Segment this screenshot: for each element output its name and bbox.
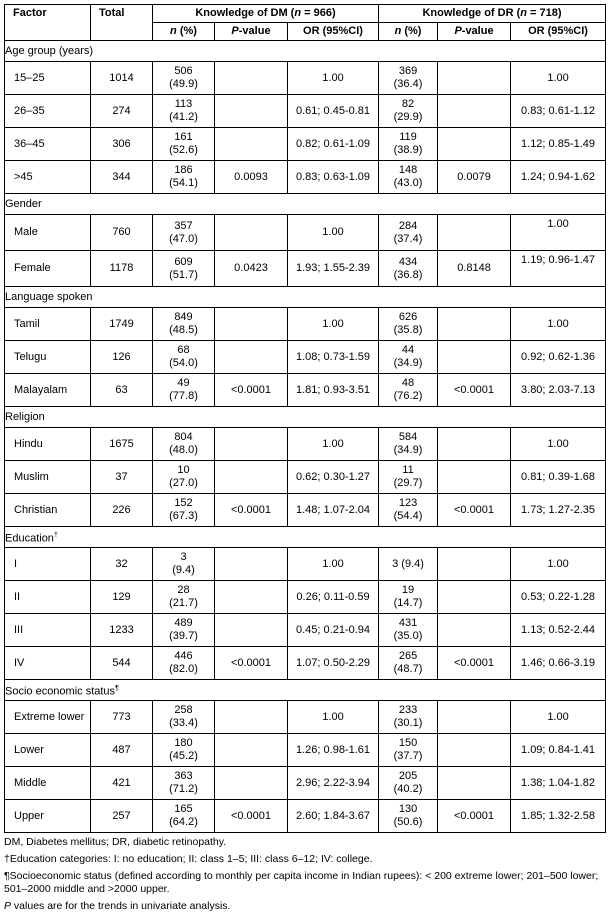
- table-row: [5, 734, 606, 767]
- table-row: [5, 161, 606, 194]
- cell-factor: IV: [5, 647, 91, 680]
- cell-total: 1178: [91, 251, 153, 287]
- cell-dr-or: 1.46; 0.66-3.19: [511, 647, 606, 680]
- cell-dr-or: 1.09; 0.84-1.41: [511, 734, 606, 767]
- footnote-education: †Education categories: I: no education; II: class 1–5; III: class 6–12; IV: college.: [4, 853, 373, 865]
- cell-dm-or: 1.00: [288, 62, 379, 95]
- cell-factor: Upper: [5, 800, 91, 833]
- header-dr-n: n: [520, 7, 527, 19]
- header-dm-post: = 966): [301, 7, 336, 19]
- section-footnote-mark: †: [53, 531, 58, 539]
- cell-dr-or: 1.13; 0.52-2.44: [511, 614, 606, 647]
- header-total: Total: [91, 5, 153, 41]
- cell-dr-or: 1.12; 0.85-1.49: [511, 128, 606, 161]
- cell-dm-or: 0.83; 0.63-1.09: [288, 161, 379, 194]
- table-row: [5, 128, 606, 161]
- cell-dm-pvalue: 0.0093: [215, 161, 288, 194]
- cell-dm-or: 1.08; 0.73-1.59: [288, 341, 379, 374]
- cell-total: 1749: [91, 308, 153, 341]
- cell-factor: 36–45: [5, 128, 91, 161]
- cell-dr-npct: 150 (37.7): [379, 734, 438, 767]
- cell-dm-npct: 113 (41.2): [153, 95, 215, 128]
- cell-dr-pvalue: 0.0079: [438, 161, 511, 194]
- table-row: [5, 308, 606, 341]
- cell-dm-npct: 165 (64.2): [153, 800, 215, 833]
- cell-dr-or: 0.92; 0.62-1.36: [511, 341, 606, 374]
- cell-dm-pvalue: <0.0001: [215, 647, 288, 680]
- table-row: [5, 800, 606, 833]
- cell-dm-npct: 28 (21.7): [153, 581, 215, 614]
- cell-dr-pvalue: [438, 701, 511, 734]
- section-row: [5, 680, 606, 701]
- cell-factor: Tamil: [5, 308, 91, 341]
- cell-dr-or: 0.53; 0.22-1.28: [511, 581, 606, 614]
- cell-total: 306: [91, 128, 153, 161]
- cell-dr-pvalue: [438, 461, 511, 494]
- cell-dr-or: 3.80; 2.03-7.13: [511, 374, 606, 407]
- cell-dr-npct: 205 (40.2): [379, 767, 438, 800]
- section-title-text: Language spoken: [5, 290, 93, 303]
- cell-total: 760: [91, 215, 153, 251]
- header-dm-npct: n (%): [153, 23, 215, 41]
- cell-dr-or: 1.24; 0.94-1.62: [511, 161, 606, 194]
- section-title-text: Age group (years): [5, 44, 94, 57]
- cell-factor: Female: [5, 251, 91, 287]
- cell-total: 129: [91, 581, 153, 614]
- cell-dm-pvalue: [215, 701, 288, 734]
- cell-dm-pvalue: <0.0001: [215, 494, 288, 527]
- cell-dr-npct: 19 (14.7): [379, 581, 438, 614]
- table-row: [5, 251, 606, 287]
- header-factor: Factor: [5, 5, 91, 41]
- cell-dm-or: 1.81; 0.93-3.51: [288, 374, 379, 407]
- cell-dr-or: 1.00: [511, 62, 606, 95]
- table-row: [5, 647, 606, 680]
- cell-dr-pvalue: 0.8148: [438, 251, 511, 287]
- cell-dm-npct: 49 (77.8): [153, 374, 215, 407]
- cell-factor: Hindu: [5, 428, 91, 461]
- cell-dm-npct: 489 (39.7): [153, 614, 215, 647]
- cell-dm-npct: 609 (51.7): [153, 251, 215, 287]
- section-title: [5, 407, 606, 428]
- cell-dm-pvalue: <0.0001: [215, 800, 288, 833]
- table-row: [5, 341, 606, 374]
- cell-dr-npct: 11 (29.7): [379, 461, 438, 494]
- cell-dr-or: 1.00: [511, 428, 606, 461]
- cell-dr-npct: 44 (34.9): [379, 341, 438, 374]
- cell-dr-npct: 434 (36.8): [379, 251, 438, 287]
- cell-dr-npct: 119 (38.9): [379, 128, 438, 161]
- cell-dm-pvalue: [215, 614, 288, 647]
- cell-dm-or: 0.26; 0.11-0.59: [288, 581, 379, 614]
- cell-dr-pvalue: [438, 308, 511, 341]
- cell-dm-pvalue: [215, 767, 288, 800]
- cell-dm-or: 1.48; 1.07-2.04: [288, 494, 379, 527]
- cell-dm-or: 1.26; 0.98-1.61: [288, 734, 379, 767]
- cell-dr-pvalue: [438, 128, 511, 161]
- table-row: [5, 701, 606, 734]
- cell-total: 421: [91, 767, 153, 800]
- cell-dr-or: 1.00: [511, 548, 606, 581]
- cell-dr-pvalue: [438, 341, 511, 374]
- cell-dr-npct: 123 (54.4): [379, 494, 438, 527]
- cell-dm-npct: 10 (27.0): [153, 461, 215, 494]
- cell-dm-or: 1.00: [288, 548, 379, 581]
- cell-dr-or: 1.00: [511, 308, 606, 341]
- section-row: [5, 194, 606, 215]
- header-dr-group: [379, 5, 606, 23]
- section-title: [5, 287, 606, 308]
- cell-dm-pvalue: [215, 581, 288, 614]
- cell-dm-or: 1.00: [288, 308, 379, 341]
- cell-dr-pvalue: <0.0001: [438, 647, 511, 680]
- cell-total: 63: [91, 374, 153, 407]
- cell-dr-npct: 82 (29.9): [379, 95, 438, 128]
- cell-total: 126: [91, 341, 153, 374]
- table-row: [5, 767, 606, 800]
- table-body: [5, 41, 606, 833]
- cell-dm-npct: 152 (67.3): [153, 494, 215, 527]
- header-dm-pvalue: P-value: [215, 23, 288, 41]
- table-row: [5, 581, 606, 614]
- section-title: [5, 194, 606, 215]
- cell-dm-or: 0.45; 0.21-0.94: [288, 614, 379, 647]
- cell-dm-npct: 357 (47.0): [153, 215, 215, 251]
- header-dr-pre: Knowledge of DR (: [422, 7, 521, 19]
- cell-dm-pvalue: [215, 341, 288, 374]
- section-row: [5, 527, 606, 548]
- section-row: [5, 41, 606, 62]
- table-row: [5, 461, 606, 494]
- cell-dr-npct: 130 (50.6): [379, 800, 438, 833]
- cell-dr-pvalue: <0.0001: [438, 494, 511, 527]
- cell-factor: >45: [5, 161, 91, 194]
- footnote-pvalues: P values are for the trends in univariate analysis.: [4, 900, 231, 912]
- cell-dm-npct: 506 (49.9): [153, 62, 215, 95]
- section-title-text: Socio economic status: [5, 685, 116, 698]
- cell-dm-or: 0.61; 0.45-0.81: [288, 95, 379, 128]
- table-row: [5, 428, 606, 461]
- cell-dm-pvalue: [215, 128, 288, 161]
- cell-factor: 15–25: [5, 62, 91, 95]
- cell-dm-npct: 258 (33.4): [153, 701, 215, 734]
- cell-dm-npct: 186 (54.1): [153, 161, 215, 194]
- cell-total: 487: [91, 734, 153, 767]
- cell-dm-pvalue: [215, 461, 288, 494]
- cell-dr-npct: 3 (9.4): [379, 548, 438, 581]
- cell-dm-pvalue: [215, 428, 288, 461]
- cell-factor: Extreme lower: [5, 701, 91, 734]
- section-row: [5, 407, 606, 428]
- cell-dr-pvalue: [438, 734, 511, 767]
- cell-factor: Christian: [5, 494, 91, 527]
- table-row: [5, 62, 606, 95]
- header-dr-pvalue: P-value: [438, 23, 511, 41]
- cell-total: 773: [91, 701, 153, 734]
- cell-dr-pvalue: <0.0001: [438, 800, 511, 833]
- cell-factor: Male: [5, 215, 91, 251]
- section-title: [5, 41, 606, 62]
- footnote-ses: ¶Socioeconomic status (defined according to monthly per capita income in Indian rupees): < 200 extreme lower; 201–500 lower; 501–2000 middle and >2000 upper.: [4, 870, 599, 895]
- cell-total: 274: [91, 95, 153, 128]
- header-dr-or: OR (95%CI): [511, 23, 606, 41]
- cell-dm-pvalue: [215, 215, 288, 251]
- cell-total: 344: [91, 161, 153, 194]
- cell-dm-pvalue: [215, 308, 288, 341]
- cell-total: 257: [91, 800, 153, 833]
- cell-dr-npct: 48 (76.2): [379, 374, 438, 407]
- cell-dm-pvalue: [215, 734, 288, 767]
- section-title: [5, 527, 606, 548]
- cell-factor: 26–35: [5, 95, 91, 128]
- cell-dm-or: 1.00: [288, 215, 379, 251]
- header-dm-n: n: [294, 7, 302, 19]
- section-title: [5, 680, 606, 701]
- header-dm-group: [153, 5, 379, 23]
- cell-dm-npct: 180 (45.2): [153, 734, 215, 767]
- cell-dr-npct: 584 (34.9): [379, 428, 438, 461]
- header-dm-pre: Knowledge of DM (: [195, 7, 295, 19]
- section-footnote-mark: ¶: [115, 684, 119, 692]
- cell-dm-pvalue: 0.0423: [215, 251, 288, 287]
- table-row: [5, 614, 606, 647]
- section-row: [5, 287, 606, 308]
- header-dr-npct: n (%): [379, 23, 438, 41]
- section-title-text: Gender: [5, 197, 42, 210]
- cell-dr-npct: 233 (30.1): [379, 701, 438, 734]
- cell-dr-or: 1.85; 1.32-2.58: [511, 800, 606, 833]
- cell-dm-npct: 68 (54.0): [153, 341, 215, 374]
- cell-factor: Middle: [5, 767, 91, 800]
- cell-total: 32: [91, 548, 153, 581]
- header-dr-post: = 718): [527, 7, 562, 19]
- cell-total: 226: [91, 494, 153, 527]
- cell-dm-or: 1.07; 0.50-2.29: [288, 647, 379, 680]
- cell-dm-or: 2.96; 2.22-3.94: [288, 767, 379, 800]
- cell-total: 544: [91, 647, 153, 680]
- header-dm-or: OR (95%CI): [288, 23, 379, 41]
- cell-dr-pvalue: [438, 215, 511, 251]
- cell-dm-pvalue: [215, 62, 288, 95]
- cell-factor: I: [5, 548, 91, 581]
- cell-dr-or: 1.38; 1.04-1.82: [511, 767, 606, 800]
- cell-dr-or: 1.00: [511, 701, 606, 734]
- table-row: [5, 494, 606, 527]
- cell-dr-pvalue: [438, 581, 511, 614]
- cell-dm-pvalue: <0.0001: [215, 374, 288, 407]
- knowledge-factors-table: [4, 4, 606, 833]
- cell-dm-npct: 446 (82.0): [153, 647, 215, 680]
- header-row-1: [5, 5, 606, 23]
- cell-dr-or: 0.83; 0.61-1.12: [511, 95, 606, 128]
- cell-dr-pvalue: [438, 614, 511, 647]
- cell-dm-or: 1.00: [288, 701, 379, 734]
- cell-dr-npct: 284 (37.4): [379, 215, 438, 251]
- footnote-abbreviations: DM, Diabetes mellitus; DR, diabetic retinopathy.: [4, 836, 227, 848]
- cell-dm-or: 2.60; 1.84-3.67: [288, 800, 379, 833]
- cell-dr-pvalue: <0.0001: [438, 374, 511, 407]
- table-row: [5, 548, 606, 581]
- cell-factor: Telugu: [5, 341, 91, 374]
- cell-dr-or: 1.19; 0.96-1.47: [511, 251, 606, 287]
- cell-dr-pvalue: [438, 95, 511, 128]
- cell-dm-or: 0.62; 0.30-1.27: [288, 461, 379, 494]
- cell-total: 1675: [91, 428, 153, 461]
- cell-factor: Malayalam: [5, 374, 91, 407]
- cell-dm-npct: 804 (48.0): [153, 428, 215, 461]
- table-row: [5, 95, 606, 128]
- cell-dm-or: 0.82; 0.61-1.09: [288, 128, 379, 161]
- cell-dm-or: 1.00: [288, 428, 379, 461]
- cell-dm-pvalue: [215, 548, 288, 581]
- section-title-text: Religion: [5, 410, 45, 423]
- cell-dm-npct: 363 (71.2): [153, 767, 215, 800]
- cell-dr-npct: 369 (36.4): [379, 62, 438, 95]
- cell-dr-pvalue: [438, 428, 511, 461]
- cell-dm-npct: 849 (48.5): [153, 308, 215, 341]
- cell-dr-pvalue: [438, 62, 511, 95]
- cell-dm-or: 1.93; 1.55-2.39: [288, 251, 379, 287]
- cell-dr-npct: 265 (48.7): [379, 647, 438, 680]
- table-row: [5, 215, 606, 251]
- table-row: [5, 374, 606, 407]
- cell-dr-or: 0.81; 0.39-1.68: [511, 461, 606, 494]
- cell-factor: Lower: [5, 734, 91, 767]
- cell-dr-pvalue: [438, 767, 511, 800]
- cell-dr-npct: 431 (35.0): [379, 614, 438, 647]
- cell-total: 1233: [91, 614, 153, 647]
- cell-factor: II: [5, 581, 91, 614]
- cell-dm-npct: 3 (9.4): [153, 548, 215, 581]
- cell-factor: III: [5, 614, 91, 647]
- cell-dr-pvalue: [438, 548, 511, 581]
- cell-dr-npct: 626 (35.8): [379, 308, 438, 341]
- cell-total: 1014: [91, 62, 153, 95]
- section-title-text: Education: [5, 532, 54, 545]
- cell-dm-npct: 161 (52.6): [153, 128, 215, 161]
- cell-dr-or: 1.73; 1.27-2.35: [511, 494, 606, 527]
- cell-total: 37: [91, 461, 153, 494]
- cell-dm-pvalue: [215, 95, 288, 128]
- cell-dr-or: 1.00: [511, 215, 606, 251]
- cell-dr-npct: 148 (43.0): [379, 161, 438, 194]
- cell-factor: Muslim: [5, 461, 91, 494]
- table-footnotes: [4, 836, 608, 917]
